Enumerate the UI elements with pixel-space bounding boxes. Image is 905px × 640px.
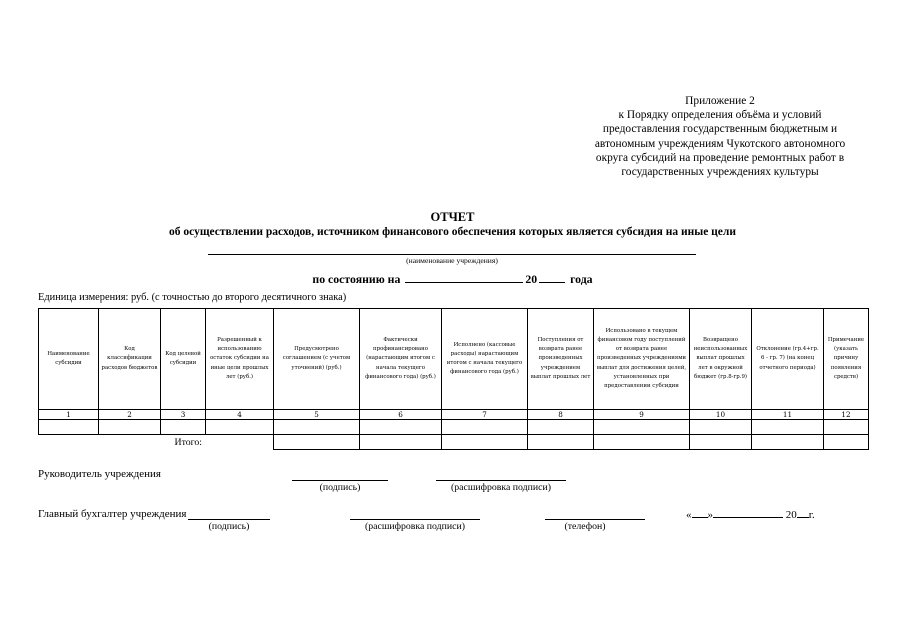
date-day-blank[interactable] [692,508,708,518]
date-year-prefix: 20 [785,509,797,521]
header-cell: Предусмотрено соглашением (с учетом уточнений) (руб.) [274,309,360,410]
total-cell[interactable] [824,435,869,450]
header-cell: Исполнено (кассовые расходы) нарастающим итогом с начала текущего финансового года (руб.) [442,309,528,410]
table-cell[interactable] [206,420,274,435]
table-cell[interactable] [690,420,752,435]
column-number: 5 [274,410,360,420]
report-subtitle: об осуществлении расходов, источником финансового обеспечения которых является субсидия на иные цели [169,226,736,238]
column-number: 2 [99,410,161,420]
header-cell: Код классификации расходов бюджетов [99,309,161,410]
table-cell[interactable] [161,420,206,435]
header-cell: Поступления от возврата ранее произведенных учреждением выплат прошлых лет [528,309,594,410]
units-note: Единица измерения: руб. (с точностью до второго десятичного знака) [38,292,347,303]
total-cell[interactable] [528,435,594,450]
head-signature-line[interactable] [292,480,388,481]
column-number: 3 [161,410,206,420]
as-of-year-prefix: 20 [525,272,538,286]
phone-caption: (телефон) [564,521,606,532]
column-number: 7 [442,410,528,420]
as-of-prefix: по состоянию на [312,272,401,286]
date-year-suffix: г. [808,509,815,521]
header-cell: Наименование субсидии [39,309,99,410]
head-label: Руководитель учреждения [38,468,161,480]
appendix-line: Приложение 2 [685,95,755,107]
date-year-blank[interactable] [797,508,809,518]
as-of-suffix: года [570,272,593,286]
table-row [39,420,869,435]
phone-line[interactable] [545,519,645,520]
table-cell[interactable] [752,420,824,435]
org-name-caption: (наименование учреждения) [406,256,498,265]
column-number: 9 [594,410,690,420]
date-month-blank[interactable] [713,508,783,518]
header-cell: Код целевой субсидии [161,309,206,410]
report-table [38,308,869,450]
accountant-signature-line[interactable] [188,519,270,520]
header-cell: Разрешенный к использованию остаток субсидии на иные цели прошлых лет (руб.) [206,309,274,410]
report-title: ОТЧЕТ [430,210,475,224]
total-label: Итого: [161,435,274,450]
header-cell: Возвращено неиспользованных выплат прошлых лет в окружной бюджет (гр.8-гр.9) [690,309,752,410]
column-number-row [39,410,869,420]
total-spacer [99,435,161,450]
header-row [39,309,869,410]
appendix-line: государственных учреждениях культуры [621,166,819,179]
table-cell[interactable] [360,420,442,435]
head-decode-line[interactable] [436,480,566,481]
total-row [39,435,869,450]
total-cell[interactable] [594,435,690,450]
as-of-line [0,272,905,287]
total-cell[interactable] [752,435,824,450]
head-decode-caption: (расшифровка подписи) [450,482,551,493]
date-open-quote: « [686,509,692,521]
appendix-line: округа субсидий на проведение ремонтных работ в [595,151,845,164]
column-number: 6 [360,410,442,420]
header-cell: Отклонение (гр.4+гр. 6 - гр. 7) (на конец отчетного периода) [752,309,824,410]
total-cell[interactable] [690,435,752,450]
accountant-decode-caption: (расшифровка подписи) [364,521,465,532]
accountant-label: Главный бухгалтер учреждения [38,508,187,520]
total-cell[interactable] [360,435,442,450]
appendix-line: автономным учреждениям Чукотского автономного [594,137,846,150]
total-cell[interactable] [442,435,528,450]
column-number: 4 [206,410,274,420]
total-spacer [39,435,99,450]
column-number: 10 [690,410,752,420]
table-cell[interactable] [824,420,869,435]
org-name-line[interactable] [208,254,696,255]
appendix-line: предоставления государственным бюджетным и [602,123,838,136]
table-cell[interactable] [594,420,690,435]
as-of-year-blank[interactable] [539,272,565,283]
accountant-decode-line[interactable] [350,519,480,520]
appendix-line: к Порядку определения объёма и условий [618,109,822,122]
table-cell[interactable] [39,420,99,435]
table-cell[interactable] [99,420,161,435]
header-cell: Использовано в текущем финансовом году поступлений от возврата ранее произведенных учреждениями выплат для достижения целей, установленных при предоставлении субсидии [594,309,690,410]
total-cell[interactable] [274,435,360,450]
table-cell[interactable] [274,420,360,435]
column-number: 11 [752,410,824,420]
header-cell: Фактически профинансировано (нарастающим итогом с начала текущего финансового года) (руб.) [360,309,442,410]
date-close-quote: » [707,509,713,521]
column-number: 12 [824,410,869,420]
appendix-note [560,94,880,179]
accountant-signature-caption: (подпись) [208,521,250,532]
date-field [686,508,815,521]
table-cell[interactable] [528,420,594,435]
column-number: 8 [528,410,594,420]
table-cell[interactable] [442,420,528,435]
header-cell: Примечание (указать причину появления средств) [824,309,869,410]
as-of-date-blank[interactable] [405,272,523,283]
column-number: 1 [39,410,99,420]
head-signature-caption: (подпись) [319,482,361,493]
